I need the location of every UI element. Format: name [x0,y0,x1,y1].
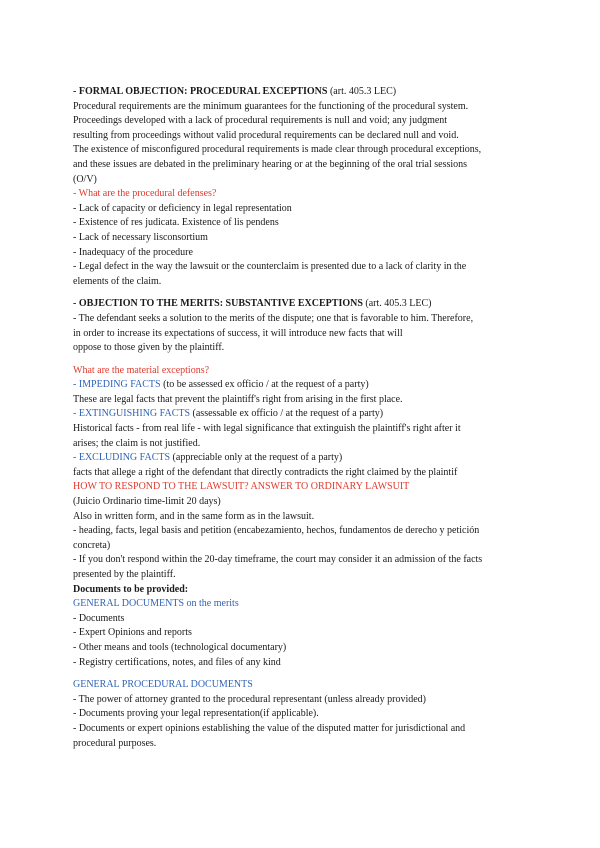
general-documents-suffix: on the merits [184,598,239,610]
procedural-document-item: - The power of attorney granted to the procedural representant (unless already provided) [73,693,427,705]
formal-line: resulting from proceedings without valid procedural requirements can be declared null and void. [73,129,459,141]
defense-item: - Legal defect in the way the lawsuit or the counterclaim is presented due to a lack of clarity in the [73,261,467,273]
merits-line: in order to increase its expectations of success, it will introduce new facts that will [73,327,403,339]
general-documents-label: GENERAL DOCUMENTS [73,598,185,610]
extinguishing-facts-label: - EXTINGUISHING FACTS [73,408,191,420]
defense-item: - Inadequacy of the procedure [73,246,193,258]
respond-line: - If you don't respond within the 20-day timeframe, the court may consider it an admission of the facts [73,554,483,566]
formal-heading-text: - FORMAL OBJECTION: PROCEDURAL EXCEPTIONS [73,86,328,97]
formal-line: Proceedings developed with a lack of procedural requirements is null and void; any judgment [73,115,448,127]
defense-item: - Existence of res judicata. Existence of lis pendens [73,217,279,229]
respond-line: (Juicio Ordinario time-limit 20 days) [73,496,221,508]
impeding-facts-text: These are legal facts that prevent the plaintiff's right from arising in the first place. [73,393,403,405]
procedural-documents-heading: GENERAL PROCEDURAL DOCUMENTS [73,679,253,691]
merits-heading-text: - OBJECTION TO THE MERITS: SUBSTANTIVE EXCEPTIONS [73,298,363,310]
procedural-document-item: procedural purposes. [73,737,157,749]
respond-lawsuit-heading: HOW TO RESPOND TO THE LAWSUIT? ANSWER TO ORDINARY LAWSUIT [73,481,410,493]
procedural-document-item: - Documents proving your legal representation(if applicable). [73,708,319,720]
formal-line: The existence of misconfigured procedural requirements is made clear through procedural exceptions, [73,144,482,156]
extinguishing-facts-text: arises; the claim is not justified. [73,437,201,449]
general-document-item: - Other means and tools (technological documentary) [73,641,287,653]
formal-line: and these issues are debated in the preliminary hearing or at the beginning of the oral trial sessions [73,158,468,170]
formal-objection-heading [73,85,530,100]
defense-item: elements of the claim. [73,275,162,287]
general-document-item: - Expert Opinions and reports [73,627,192,639]
defense-item: - Lack of necessary lisconsortium [73,231,208,243]
impeding-facts-note: (to be assessed ex officio / at the request of a party) [160,379,369,391]
general-document-item: - Registry certifications, notes, and files of any kind [73,656,281,668]
extinguishing-facts-heading [73,407,530,422]
excluding-facts-note: (appreciable only at the request of a party) [170,452,343,464]
defense-item: - Lack of capacity or deficiency in legal representation [73,202,292,214]
excluding-facts-text: facts that allege a right of the defendant that directly contradicts the right claimed by the plaintif [73,466,458,478]
procedural-defenses-question: - What are the procedural defenses? [73,188,217,200]
extinguishing-facts-note: (assessable ex officio / at the request of a party) [190,408,384,420]
formal-heading-ref: (art. 405.3 LEC) [327,86,397,97]
excluding-facts-label: - EXCLUDING FACTS [73,452,171,464]
respond-line: concreta) [73,539,111,551]
formal-line: Procedural requirements are the minimum guarantees for the functioning of the procedural system. [73,100,469,112]
merits-line: oppose to those given by the plaintiff. [73,342,225,354]
documents-heading: Documents to be provided: [73,583,189,595]
extinguishing-facts-text: Historical facts - from real life - with legal significance that extinguish the plaintiff's right after it [73,423,461,435]
general-documents-heading [73,597,530,612]
general-document-item: - Documents [73,612,125,624]
excluding-facts-heading [73,451,530,466]
impeding-facts-heading [73,378,530,393]
respond-line: - heading, facts, legal basis and petition (encabezamiento, hechos, fundamentos de derecho y petición [73,525,480,537]
impeding-facts-label: - IMPEDING FACTS [73,379,161,391]
merits-line: - The defendant seeks a solution to the merits of the dispute; one that is favorable to him. Therefore, [73,312,474,324]
material-exceptions-question: What are the material exceptions? [73,364,210,376]
procedural-document-item: - Documents or expert opinions establishing the value of the disputed matter for jurisdictional and [73,722,466,734]
respond-line: presented by the plaintiff. [73,569,176,580]
respond-line: Also in written form, and in the same form as in the lawsuit. [73,510,315,522]
formal-line: (O/V) [73,173,97,185]
merits-heading-ref: (art. 405.3 LEC) [362,298,432,310]
merits-objection-heading [73,297,530,312]
